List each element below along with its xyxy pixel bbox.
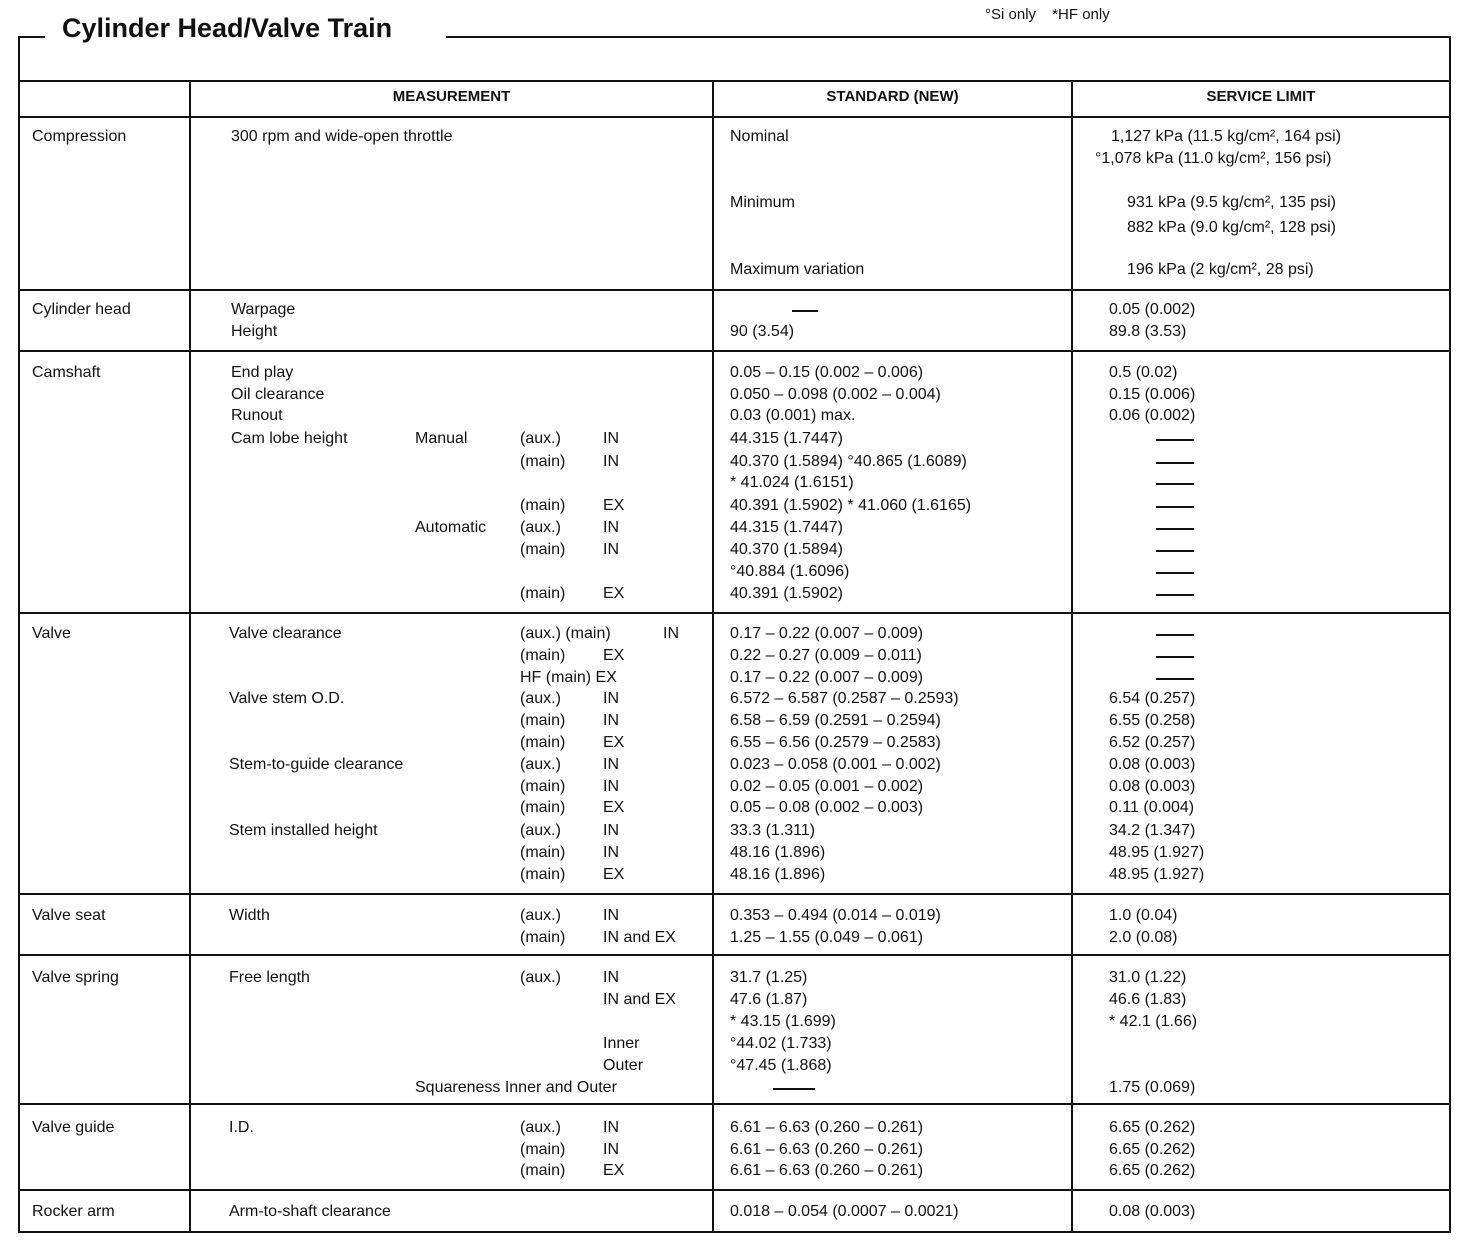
valve-stem-height-main-ex-limit: 48.95 (1.927) [1109, 866, 1205, 883]
valve-in-label: IN [663, 625, 679, 642]
dash-none [792, 310, 818, 312]
valve-spring-free-length: Free length [229, 969, 310, 986]
guide-in-label: IN [603, 1141, 619, 1158]
valve-aux-main-label: (aux.) (main) [520, 625, 611, 642]
row-line [18, 1189, 1449, 1191]
valve-main-label: (main) [520, 799, 566, 816]
valve-clearance-ex: 0.22 – 0.27 (0.009 – 0.011) [730, 647, 922, 664]
row-line [18, 116, 1449, 118]
spring-hf-limit: * 42.1 (1.66) [1109, 1013, 1198, 1030]
compression-max-variation: Maximum variation [730, 261, 865, 278]
guide-aux-label: (aux.) [520, 1119, 561, 1136]
dash-none [1156, 462, 1194, 464]
dash-none [773, 1088, 815, 1090]
guide-aux-in: 6.61 – 6.63 (0.260 – 0.261) [730, 1119, 924, 1136]
valve-stem-guide-main-ex: 0.05 – 0.08 (0.002 – 0.003) [730, 799, 924, 816]
valve-in-label: IN [603, 690, 619, 707]
seat-aux-label: (aux.) [520, 907, 561, 924]
spring-squareness-limit: 1.75 (0.069) [1109, 1079, 1196, 1096]
column-header-standard: STANDARD (NEW) [826, 88, 959, 105]
seat-in-ex-label: IN and EX [603, 929, 676, 946]
valve-stem-height-main-ex: 48.16 (1.896) [730, 866, 826, 883]
guide-main-in-limit: 6.65 (0.262) [1109, 1141, 1196, 1158]
guide-main-label: (main) [520, 1162, 566, 1179]
legend-hf-only: *HF only [1052, 6, 1110, 23]
valve-stem-guide: Stem-to-guide clearance [229, 756, 404, 773]
valve-stem-guide-main-in: 0.02 – 0.05 (0.001 – 0.002) [730, 778, 924, 795]
lobe-manual-aux-in: 44.315 (1.7447) [730, 430, 843, 447]
dash-none [1156, 678, 1194, 680]
dash-none [1156, 572, 1194, 574]
column-header-measurement: MEASUREMENT [392, 88, 511, 105]
valve-main-label: (main) [520, 778, 566, 795]
valve-in-label: IN [603, 712, 619, 729]
valve-seat-width: Width [229, 907, 270, 924]
section-valve: Valve [32, 625, 71, 642]
guide-in-label: IN [603, 1119, 619, 1136]
valve-in-label: IN [603, 822, 619, 839]
camshaft-cam-lobe: Cam lobe height [231, 430, 348, 447]
compression-minimum-limit-2: 882 kPa (9.0 kg/cm², 128 psi) [1127, 219, 1336, 236]
cylinder-head-height: Height [231, 323, 278, 340]
valve-stem-od-main-ex: 6.55 – 6.56 (0.2579 – 0.2583) [730, 734, 941, 751]
lobe-in-label: IN [603, 453, 619, 470]
lobe-main-label: (main) [520, 585, 566, 602]
valve-guide-id: I.D. [229, 1119, 254, 1136]
guide-main-ex: 6.61 – 6.63 (0.260 – 0.261) [730, 1162, 924, 1179]
lobe-main-label: (main) [520, 453, 566, 470]
dash-none [1156, 550, 1194, 552]
lobe-in-label: IN [603, 430, 619, 447]
spring-outer: °47.45 (1.868) [730, 1057, 832, 1074]
valve-stem-height-main-in: 48.16 (1.896) [730, 844, 826, 861]
spring-aux-in: 31.7 (1.25) [730, 969, 808, 986]
valve-stem-od-main-in-limit: 6.55 (0.258) [1109, 712, 1196, 729]
lobe-main-label: (main) [520, 541, 566, 558]
cylinder-head-height-std: 90 (3.54) [730, 323, 795, 340]
dash-none [1156, 439, 1194, 441]
section-valve-guide: Valve guide [32, 1119, 115, 1136]
cylinder-head-height-limit: 89.8 (3.53) [1109, 323, 1187, 340]
rocker-arm-limit: 0.08 (0.003) [1109, 1203, 1196, 1220]
valve-stem-height-aux-in-limit: 34.2 (1.347) [1109, 822, 1196, 839]
dash-none [1156, 483, 1194, 485]
valve-clearance-in: 0.17 – 0.22 (0.007 – 0.009) [730, 625, 924, 642]
valve-in-label: IN [603, 844, 619, 861]
dash-none [1156, 634, 1194, 636]
valve-stem-guide-aux-in-limit: 0.08 (0.003) [1109, 756, 1196, 773]
lobe-aux-label: (aux.) [520, 519, 561, 536]
valve-hf-main-label: HF (main) EX [520, 669, 617, 686]
lobe-main-label: (main) [520, 497, 566, 514]
valve-ex-label: EX [603, 647, 625, 664]
camshaft-runout-limit: 0.06 (0.002) [1109, 407, 1196, 424]
valve-stem-guide-main-in-limit: 0.08 (0.003) [1109, 778, 1196, 795]
section-valve-seat: Valve seat [32, 907, 106, 924]
valve-ex-label: EX [603, 799, 625, 816]
valve-stem-guide-main-ex-limit: 0.11 (0.004) [1109, 799, 1195, 816]
lobe-auto-aux-in: 44.315 (1.7447) [730, 519, 843, 536]
section-cylinder-head: Cylinder head [32, 301, 131, 318]
section-rocker-arm: Rocker arm [32, 1203, 115, 1220]
spring-inner: °44.02 (1.733) [730, 1035, 832, 1052]
valve-ex-label: EX [603, 734, 625, 751]
camshaft-automatic: Automatic [415, 519, 487, 536]
camshaft-oil-clearance-std: 0.050 – 0.098 (0.002 – 0.004) [730, 386, 941, 403]
valve-main-label: (main) [520, 712, 566, 729]
camshaft-oil-clearance-limit: 0.15 (0.006) [1109, 386, 1196, 403]
camshaft-end-play: End play [231, 364, 294, 381]
valve-aux-label: (aux.) [520, 822, 561, 839]
valve-aux-label: (aux.) [520, 756, 561, 773]
valve-stem-od-main-in: 6.58 – 6.59 (0.2591 – 0.2594) [730, 712, 941, 729]
legend [985, 6, 1122, 23]
spring-hf: * 43.15 (1.699) [730, 1013, 836, 1030]
seat-in-label: IN [603, 907, 619, 924]
divider-col-2 [712, 80, 714, 1232]
seat-main-label: (main) [520, 929, 566, 946]
legend-si-only: °Si only [985, 6, 1037, 23]
lobe-aux-label: (aux.) [520, 430, 561, 447]
guide-ex-label: EX [603, 1162, 625, 1179]
spring-aux-label: (aux.) [520, 969, 561, 986]
valve-aux-label: (aux.) [520, 690, 561, 707]
lobe-auto-main-in: 40.370 (1.5894) [730, 541, 843, 558]
divider-col-3 [1071, 80, 1073, 1232]
spring-outer-label: Outer [603, 1057, 644, 1074]
spring-squareness: Squareness Inner and Outer [415, 1079, 617, 1096]
compression-nominal-limit-si: °1,078 kPa (11.0 kg/cm², 156 psi) [1095, 150, 1332, 167]
valve-stem-guide-aux-in: 0.023 – 0.058 (0.001 – 0.002) [730, 756, 941, 773]
compression-nominal-limit: 1,127 kPa (11.5 kg/cm², 164 psi) [1111, 128, 1342, 145]
guide-main-ex-limit: 6.65 (0.262) [1109, 1162, 1196, 1179]
valve-clearance: Valve clearance [229, 625, 342, 642]
lobe-ex-label: EX [603, 497, 625, 514]
lobe-auto-main-in-si: °40.884 (1.6096) [730, 563, 850, 580]
valve-ex-label: EX [603, 866, 625, 883]
camshaft-oil-clearance: Oil clearance [231, 386, 325, 403]
section-compression: Compression [32, 128, 127, 145]
dash-none [1156, 594, 1194, 596]
valve-main-label: (main) [520, 844, 566, 861]
guide-main-label: (main) [520, 1141, 566, 1158]
camshaft-runout: Runout [231, 407, 283, 424]
row-line [18, 612, 1449, 614]
row-line [18, 289, 1449, 291]
lobe-manual-main-ex: 40.391 (1.5902) * 41.060 (1.6165) [730, 497, 972, 514]
guide-main-in: 6.61 – 6.63 (0.260 – 0.261) [730, 1141, 924, 1158]
cylinder-head-warpage-limit: 0.05 (0.002) [1109, 301, 1196, 318]
rocker-arm-std: 0.018 – 0.054 (0.0007 – 0.0021) [730, 1203, 959, 1220]
row-line [18, 80, 1449, 82]
row-line [18, 350, 1449, 352]
valve-main-label: (main) [520, 647, 566, 664]
spring-in-label: IN [603, 969, 619, 986]
compression-nominal: Nominal [730, 128, 789, 145]
valve-main-label: (main) [520, 734, 566, 751]
valve-in-label: IN [603, 778, 619, 795]
row-line [18, 893, 1449, 895]
valve-stem-height-main-in-limit: 48.95 (1.927) [1109, 844, 1205, 861]
valve-stem-od-aux-in: 6.572 – 6.587 (0.2587 – 0.2593) [730, 690, 959, 707]
lobe-in-label: IN [603, 519, 619, 536]
section-valve-spring: Valve spring [32, 969, 119, 986]
compression-minimum: Minimum [730, 194, 795, 211]
spring-in-ex-limit: 46.6 (1.83) [1109, 991, 1187, 1008]
spring-in-ex: 47.6 (1.87) [730, 991, 808, 1008]
valve-seat-aux-in: 0.353 – 0.494 (0.014 – 0.019) [730, 907, 941, 924]
spring-in-ex-label: IN and EX [603, 991, 676, 1008]
spring-inner-label: Inner [603, 1035, 640, 1052]
valve-clearance-hf-ex: 0.17 – 0.22 (0.007 – 0.009) [730, 669, 924, 686]
lobe-manual-main-in-hf: * 41.024 (1.6151) [730, 474, 854, 491]
spring-aux-in-limit: 31.0 (1.22) [1109, 969, 1187, 986]
rocker-arm-clearance: Arm-to-shaft clearance [229, 1203, 391, 1220]
lobe-auto-main-ex: 40.391 (1.5902) [730, 585, 843, 602]
valve-in-label: IN [603, 756, 619, 773]
valve-stem-height: Stem installed height [229, 822, 378, 839]
valve-main-label: (main) [520, 866, 566, 883]
lobe-in-label: IN [603, 541, 619, 558]
section-camshaft: Camshaft [32, 364, 101, 381]
column-header-service-limit: SERVICE LIMIT [1206, 88, 1316, 105]
lobe-manual-main-in: 40.370 (1.5894) °40.865 (1.6089) [730, 453, 967, 470]
page-title: Cylinder Head/Valve Train [62, 13, 393, 43]
cylinder-head-warpage: Warpage [231, 301, 296, 318]
dash-none [1156, 506, 1194, 508]
guide-aux-in-limit: 6.65 (0.262) [1109, 1119, 1196, 1136]
row-line [18, 954, 1449, 956]
compression-condition: 300 rpm and wide-open throttle [231, 128, 453, 145]
dash-none [1156, 656, 1194, 658]
row-line [18, 1103, 1449, 1105]
compression-max-variation-limit: 196 kPa (2 kg/cm², 28 psi) [1127, 261, 1314, 278]
dash-none [1156, 528, 1194, 530]
valve-stem-od-aux-in-limit: 6.54 (0.257) [1109, 690, 1196, 707]
valve-seat-aux-in-limit: 1.0 (0.04) [1109, 907, 1178, 924]
camshaft-runout-std: 0.03 (0.001) max. [730, 407, 856, 424]
camshaft-end-play-limit: 0.5 (0.02) [1109, 364, 1178, 381]
compression-minimum-limit: 931 kPa (9.5 kg/cm², 135 psi) [1127, 194, 1336, 211]
valve-seat-main-in-ex: 1.25 – 1.55 (0.049 – 0.061) [730, 929, 924, 946]
valve-seat-main-in-ex-limit: 2.0 (0.08) [1109, 929, 1178, 946]
valve-stem-od: Valve stem O.D. [229, 690, 345, 707]
valve-stem-od-main-ex-limit: 6.52 (0.257) [1109, 734, 1196, 751]
lobe-ex-label: EX [603, 585, 625, 602]
divider-col-1 [189, 80, 191, 1232]
valve-stem-height-aux-in: 33.3 (1.311) [730, 822, 816, 839]
camshaft-end-play-std: 0.05 – 0.15 (0.002 – 0.006) [730, 364, 924, 381]
camshaft-manual: Manual [415, 430, 468, 447]
